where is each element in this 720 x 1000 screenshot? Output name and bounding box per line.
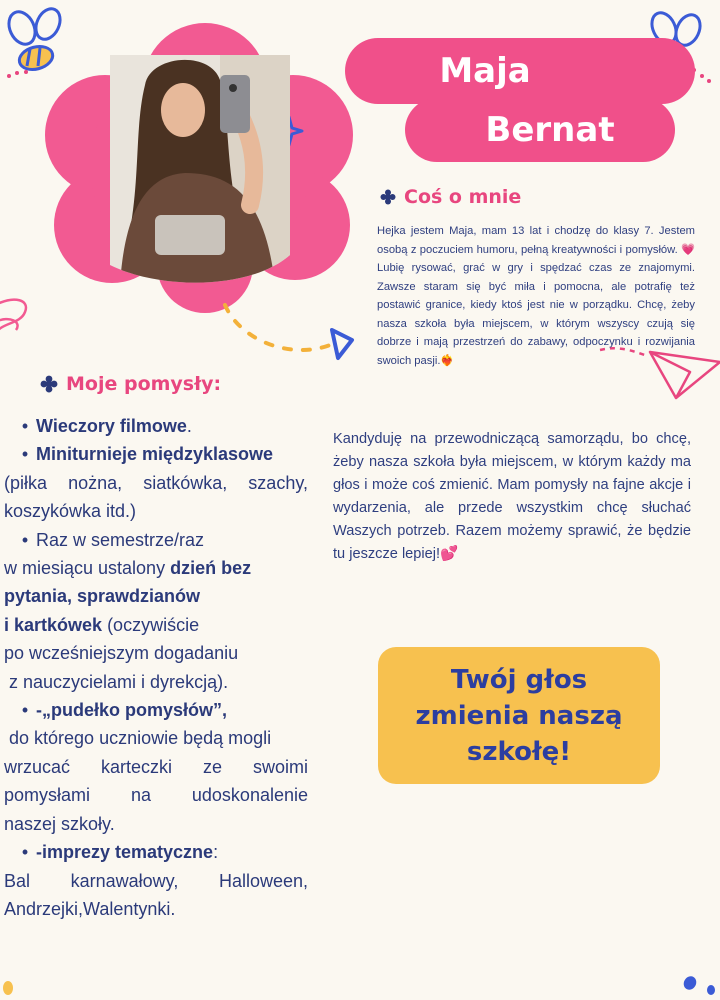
first-name: Maja bbox=[439, 51, 531, 91]
last-name: Bernat bbox=[485, 110, 615, 150]
ideas-list bbox=[4, 412, 308, 923]
list-item: • -„pudełko pomysłów”, bbox=[4, 696, 308, 724]
about-heading bbox=[380, 186, 521, 208]
list-item-detail: po wcześniejszym dogadaniu bbox=[4, 643, 239, 664]
ideas-heading bbox=[40, 373, 221, 395]
list-item: • Miniturnieje międzyklasowe bbox=[4, 440, 308, 468]
first-name-pill bbox=[345, 38, 695, 104]
list-item-detail: Bal karnawałowy, Halloween, bbox=[4, 870, 308, 891]
list-item-detail: do którego uczniowie będą mogli bbox=[4, 728, 272, 749]
flower-bullet-icon bbox=[40, 375, 58, 393]
vote-line: szkołę! bbox=[466, 736, 572, 767]
list-item: • -imprezy tematyczne: bbox=[4, 838, 308, 866]
list-item-detail: pytania, sprawdzianów bbox=[4, 586, 201, 607]
list-item: • Raz w semestrze/raz bbox=[4, 526, 308, 554]
last-name-pill bbox=[405, 98, 675, 162]
bee-icon bbox=[4, 5, 65, 73]
triangle-icon bbox=[332, 330, 352, 358]
list-item: • Wieczory filmowe. bbox=[4, 412, 308, 440]
flower-bullet-icon bbox=[380, 189, 396, 205]
list-item-detail: koszykówka itd.) bbox=[4, 501, 137, 522]
about-text: Hejka jestem Maja, mam 13 lat i chodzę do klasy 7. Jestem osobą z poczuciem humoru, pełną kreatywności i pomysłów. 💗 Lubię rysować, grać w gry i spędzać czas ze znajomymi. Zawsze staram się być miła i pomocna, ale potrafię też postawić granice, kiedy ktoś jest nie w porządku. Chcę, żeby nasza szkoła była miejscem, w którym wszyscy czują się dobrze i mają przestrzeń do zabawy, odpoczynku i rozwijania swoich pasji.❤️‍🔥 bbox=[377, 225, 695, 367]
vote-line: Twój głos bbox=[450, 664, 588, 695]
vote-line: zmienia naszą bbox=[415, 700, 623, 731]
dot-icon bbox=[707, 985, 715, 995]
list-item-detail: w miesiącu ustalony dzień bez bbox=[4, 558, 252, 579]
list-item-detail: (piłka nożna, siatkówka, szachy, bbox=[4, 472, 308, 493]
about-heading-text: Coś o mnie bbox=[404, 186, 522, 208]
list-item-detail: wrzucać karteczki ze swoimi bbox=[4, 756, 308, 777]
list-item-detail: i kartkówek (oczywiście bbox=[4, 614, 200, 635]
list-item-detail: Andrzejki,Walentynki. bbox=[4, 898, 176, 919]
dot-icon bbox=[681, 974, 698, 992]
list-item-detail: naszej szkoły. bbox=[4, 813, 115, 834]
campaign-text: Kandyduję na przewodniczącą samorządu, bo chcę, żeby nasza szkoła była miejscem, w którym każdy ma głos i może coś zmienić. Mam pomysły na fajne akcje i wydarzenia, ale przede wszystkim chcę słuchać Waszych potrzeb. Razem możemy sprawić, że będzie tu jeszcze lepiej!💕 bbox=[333, 431, 691, 562]
profile-photo bbox=[100, 55, 300, 285]
list-item-detail: z nauczycielami i dyrekcją). bbox=[4, 671, 229, 692]
list-item-detail: pomysłami na udoskonalenie bbox=[4, 785, 308, 806]
dot-icon bbox=[3, 981, 13, 995]
dashed-curve bbox=[225, 305, 330, 350]
ideas-heading-text: Moje pomysły: bbox=[66, 373, 222, 395]
vote-box bbox=[378, 647, 660, 784]
doodle-icon bbox=[0, 300, 26, 335]
